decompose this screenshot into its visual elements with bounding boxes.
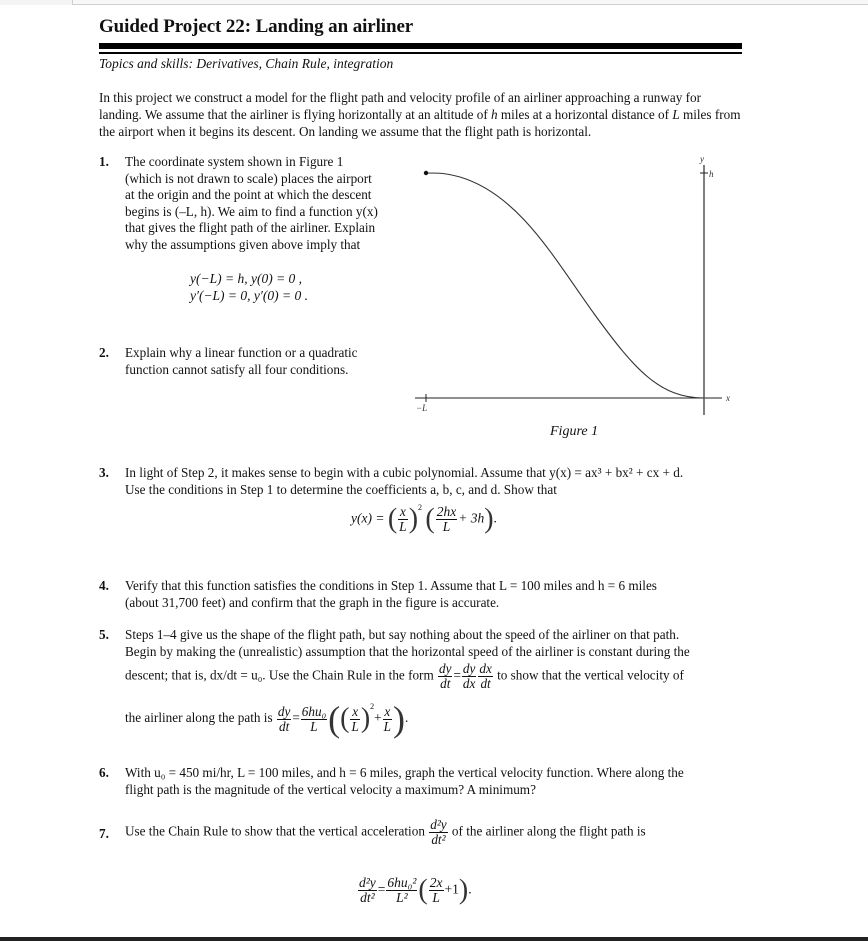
denominator: L bbox=[383, 718, 391, 734]
paren-open: ( bbox=[340, 703, 350, 734]
step-5-velocity-line: the airliner along the path is $\frac{dy}{dt}$ = $\frac{\text{6hu₀}}{L}$ (( $\frac{x}{L}$ )$^2$+ $\frac{x}{L}$ ). bbox=[125, 699, 409, 739]
eq-term: +1 bbox=[444, 881, 459, 897]
fraction bbox=[358, 876, 377, 905]
fraction bbox=[462, 662, 476, 691]
flight-path-curve bbox=[426, 173, 704, 398]
h-label: h bbox=[709, 169, 714, 179]
fraction bbox=[301, 705, 327, 734]
step-line: why the assumptions given above imply that bbox=[125, 236, 361, 252]
paren-close: ) bbox=[408, 503, 419, 535]
numerator: d²y bbox=[430, 817, 447, 832]
step-number: 5. bbox=[99, 627, 109, 642]
step-1-text bbox=[125, 154, 378, 253]
fraction bbox=[429, 818, 447, 847]
fraction bbox=[398, 505, 408, 534]
paren-close: ) bbox=[360, 703, 371, 734]
denominator: L bbox=[351, 718, 359, 734]
step-5-chain-rule-line: descent; that is, dx/dt = u₀. Use the Chain Rule in the form $\frac{dy}{dt}$ = $\frac{dy}{dx}$ $\frac{dx}{dt}$ to show that the vertical velocity of bbox=[125, 661, 684, 691]
step-line: Explain why a linear function or a quadratic bbox=[125, 345, 358, 360]
denominator: dt bbox=[480, 676, 491, 691]
step-5-text bbox=[125, 627, 690, 660]
page-title: Guided Project 22: Landing an airliner bbox=[99, 16, 414, 37]
y-axis-label: y bbox=[700, 154, 704, 164]
fraction bbox=[277, 705, 291, 734]
topics-and-skills: Topics and skills: Derivatives, Chain Rule, integration bbox=[99, 56, 394, 71]
step-line: In light of Step 2, it makes sense to begin with a cubic polynomial. Assume that y(x) = ax³ + bx² + cx + d. bbox=[125, 465, 684, 480]
step-line: descent; that is, dx/dt = u₀. Use the Chain Rule in the form bbox=[125, 667, 434, 683]
step-6-text bbox=[125, 765, 684, 798]
step-4-text bbox=[125, 578, 657, 611]
step-number: 4. bbox=[99, 578, 109, 593]
step-line: at the origin and the point at which the descent bbox=[125, 187, 372, 202]
step-7-text bbox=[125, 818, 646, 847]
eq-end: . bbox=[493, 510, 497, 526]
fraction bbox=[386, 876, 417, 905]
step-line: that gives the flight path of the airliner. Explain bbox=[125, 220, 376, 235]
denominator: dt bbox=[440, 676, 451, 691]
numerator: 6hu₀ bbox=[301, 703, 327, 719]
step-3-equation bbox=[351, 505, 497, 534]
numerator: dy bbox=[462, 661, 476, 676]
step-line: to show that the vertical velocity of bbox=[497, 667, 684, 683]
step-line: (about 31,700 feet) and confirm that the graph in the figure is accurate. bbox=[125, 594, 500, 610]
paren-open: ( bbox=[425, 503, 435, 535]
denominator: dt² bbox=[360, 890, 375, 905]
eq-end: . bbox=[404, 710, 409, 726]
denominator: dt bbox=[278, 718, 290, 734]
descent-start-point bbox=[424, 171, 428, 175]
var-h: h bbox=[491, 107, 498, 122]
denominator: L² bbox=[396, 890, 408, 905]
intro-paragraph bbox=[99, 89, 744, 140]
neg-L-label: −L bbox=[416, 403, 428, 413]
title-rule-thick bbox=[99, 43, 742, 49]
fraction bbox=[350, 705, 359, 734]
step-line: the airliner along the path is bbox=[125, 710, 273, 726]
paren-open: ( bbox=[418, 874, 428, 906]
paren-open: ( bbox=[387, 503, 398, 535]
numerator: x bbox=[399, 504, 406, 519]
step-line: Steps 1–4 give us the shape of the flight path, but say nothing about the speed of the airliner on that path. bbox=[125, 627, 680, 642]
flight-path-plot bbox=[400, 150, 770, 450]
step-line: Verify that this function satisfies the conditions in Step 1. Assume that L = 100 miles and h = 6 miles bbox=[125, 578, 657, 593]
step-7-equation: $\frac{\text{d²y}}{\text{dt²}}$ = $\frac{\text{6hu₀²}}{\text{L²}}$ ( $\frac{2x}{L}$ +1). bbox=[359, 874, 472, 906]
denominator: L bbox=[310, 718, 318, 734]
step-line: With u₀ = 450 mi/hr, L = 100 miles, and h = 6 miles, graph the vertical velocity function. Where along the bbox=[125, 765, 684, 780]
step-line: of the airliner along the flight path is bbox=[451, 823, 646, 839]
denominator: L bbox=[432, 890, 440, 905]
figure-caption: Figure 1 bbox=[550, 424, 599, 439]
fraction bbox=[478, 662, 492, 691]
plus: + bbox=[374, 710, 382, 726]
step-number: 2. bbox=[99, 345, 109, 360]
step-line: (which is not drawn to scale) places the airport bbox=[125, 170, 372, 186]
step-line: Use the conditions in Step 1 to determine the coefficients a, b, c, and d. Show that bbox=[125, 481, 557, 497]
step-line: function cannot satisfy all four conditions. bbox=[125, 361, 349, 377]
denominator: L bbox=[399, 519, 407, 534]
fraction bbox=[436, 505, 458, 534]
condition-line-1: y(−L) = h, y(0) = 0 , bbox=[190, 271, 303, 286]
eq-term: + 3h bbox=[458, 510, 485, 526]
step-line: Begin by making the (unrealistic) assumption that the horizontal speed of the airliner is constant during the bbox=[125, 643, 690, 659]
intro-text-1: In this project we construct a model for the flight path and velocity profile of an airliner approaching a runway for landing. We assume that the airliner is flying horizontally at an altitude of bbox=[99, 90, 702, 122]
step-2-text bbox=[125, 345, 358, 378]
condition-line-2: y′(−L) = 0, y′(0) = 0 . bbox=[190, 288, 308, 303]
step-line: begins is (–L, h). We aim to find a function y(x) bbox=[125, 203, 378, 219]
numerator: x bbox=[352, 703, 359, 719]
numerator: dx bbox=[479, 661, 492, 676]
step-line: Use the Chain Rule to show that the vertical acceleration bbox=[125, 823, 425, 839]
fraction bbox=[383, 705, 392, 734]
window-top-bar bbox=[0, 0, 868, 5]
fraction bbox=[438, 662, 452, 691]
figure-1-flight-path bbox=[400, 150, 770, 450]
numerator: 6hu₀² bbox=[387, 875, 417, 890]
step-number: 7. bbox=[99, 826, 109, 841]
denominator: dt² bbox=[431, 832, 446, 847]
step-number: 1. bbox=[99, 154, 109, 169]
step-line: flight path is the magnitude of the vertical velocity a maximum? A minimum? bbox=[125, 781, 536, 797]
intro-text-3: miles from the airport when it begins its descent. On landing we assume that the flight path is horizontal. bbox=[99, 107, 741, 139]
paren-close: ) bbox=[484, 503, 494, 535]
fraction bbox=[429, 876, 444, 905]
step-line: The coordinate system shown in Figure 1 bbox=[125, 154, 344, 169]
title-rule-thin bbox=[99, 52, 742, 54]
step-number: 6. bbox=[99, 765, 109, 780]
numerator: 2x bbox=[429, 875, 443, 890]
paren-close: ) bbox=[392, 699, 405, 739]
denominator: L bbox=[442, 519, 451, 534]
numerator: dy bbox=[439, 661, 452, 676]
var-L: L bbox=[672, 107, 680, 122]
eq-end: . bbox=[468, 881, 472, 897]
exponent: 2 bbox=[418, 503, 423, 512]
address-bar-strip bbox=[72, 0, 868, 5]
numerator: 2hx bbox=[436, 504, 457, 519]
eq-lhs: y(x) = bbox=[351, 510, 385, 526]
numerator: x bbox=[384, 703, 391, 719]
exponent: 2 bbox=[370, 702, 375, 711]
denominator: dx bbox=[462, 676, 476, 691]
x-axis-label: x bbox=[726, 393, 730, 403]
paren-close: ) bbox=[458, 874, 469, 906]
numerator: d²y bbox=[359, 875, 376, 890]
intro-text-2: miles at a horizontal distance of bbox=[497, 107, 673, 122]
bottom-border bbox=[0, 937, 868, 941]
step-number: 3. bbox=[99, 465, 109, 480]
step-1-conditions bbox=[190, 270, 308, 304]
step-3-text bbox=[125, 465, 683, 498]
paren-open: ( bbox=[328, 699, 341, 739]
numerator: dy bbox=[277, 703, 291, 719]
